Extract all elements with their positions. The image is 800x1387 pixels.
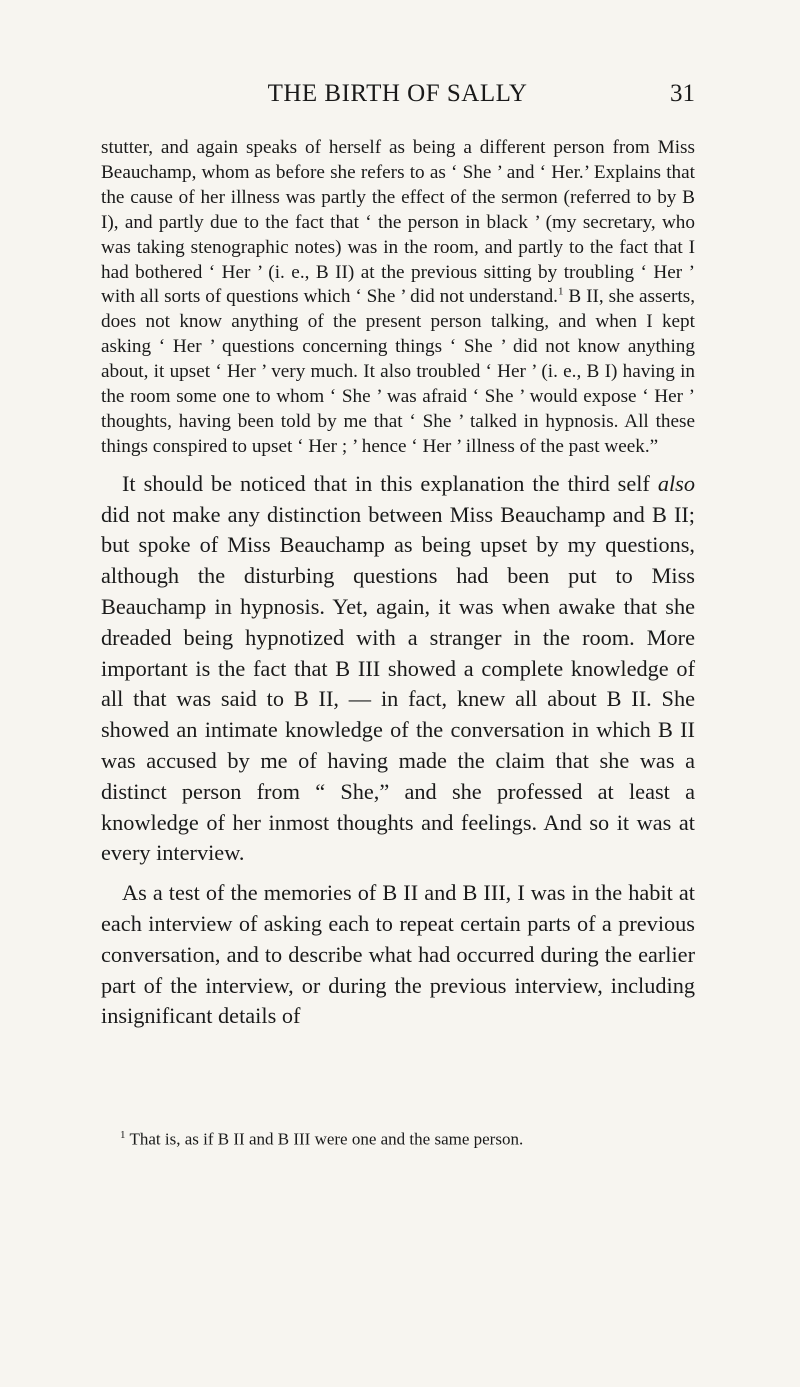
running-title: THE BIRTH OF SALLY — [267, 80, 528, 107]
paragraph-analysis — [101, 469, 695, 869]
paragraph-text: stutter, and again speaks of herself as being a different person from Miss Beauchamp, whom as before she refers to as ‘ She ’ and ‘ Her.’ Explains that the cause of her illness was partly the effect of the sermon (referred to by B I), and partly due to the fact that ‘ the person in black ’ (my secretary, who was taking stenographic notes) was in the room, and partly to the fact that I had bothered ‘ Her ’ (i. e., B II) at the previous sitting by troubling ‘ Her ’ with all sorts of questions which ‘ She ’ did not understand. — [101, 137, 695, 308]
footnote-marker: 1 — [120, 1129, 126, 1141]
paragraph-memory-test: As a test of the memories of B II and B III, I was in the habit at each interview of asking each to repeat certain parts of a previous conversation, and to describe what had occurred during the earlier part of the interview, or during the previous interview, including insignificant details of — [101, 880, 695, 1029]
body-text — [101, 136, 695, 1032]
footnote — [120, 1124, 695, 1151]
paragraph-text: It should be noticed that in this explanation the third self — [122, 470, 658, 496]
paragraph-quoted-report — [101, 136, 695, 460]
paragraph-text: did not make any distinction between Miss Beauchamp and B II; but spoke of Miss Beauchamp as being upset by my questions, although the disturbing questions had been put to Miss Beauchamp in hypnosis. Yet, again, it was when awake that she dreaded being hypnotized with a stranger in the room. More important is the fact that B III showed a complete knowledge of all that was said to B II, — in fact, knew all about B II. She showed an intimate knowledge of the conversation in which B II was accused by me of having made the claim that she was a distinct person from “ She,” and she professed at least a knowledge of her inmost thoughts and feelings. And so it was at every interview. — [101, 501, 695, 866]
page-number: 31 — [670, 80, 695, 107]
paragraph-text: B II, she asserts, does not know anything of the present person talking, and when I kept asking ‘ Her ’ questions concerning things ‘ She ’ did not know anything about, it upset ‘ Her ’ very much. It also troubled ‘ Her ’ (i. e., B I) having in the room some one to whom ‘ She ’ was afraid ‘ She ’ would expose ‘ Her ’ thoughts, having been told by me that ‘ She ’ talked in hypnosis. All these things conspired to upset ‘ Her ; ’ hence ‘ Her ’ illness of the past week.” — [101, 286, 695, 457]
running-head — [100, 80, 695, 114]
footnote-reference: 1 — [557, 286, 564, 299]
footnote-text: That is, as if B II and B III were one and the same person. — [129, 1129, 524, 1149]
italic-word: also — [657, 470, 695, 496]
